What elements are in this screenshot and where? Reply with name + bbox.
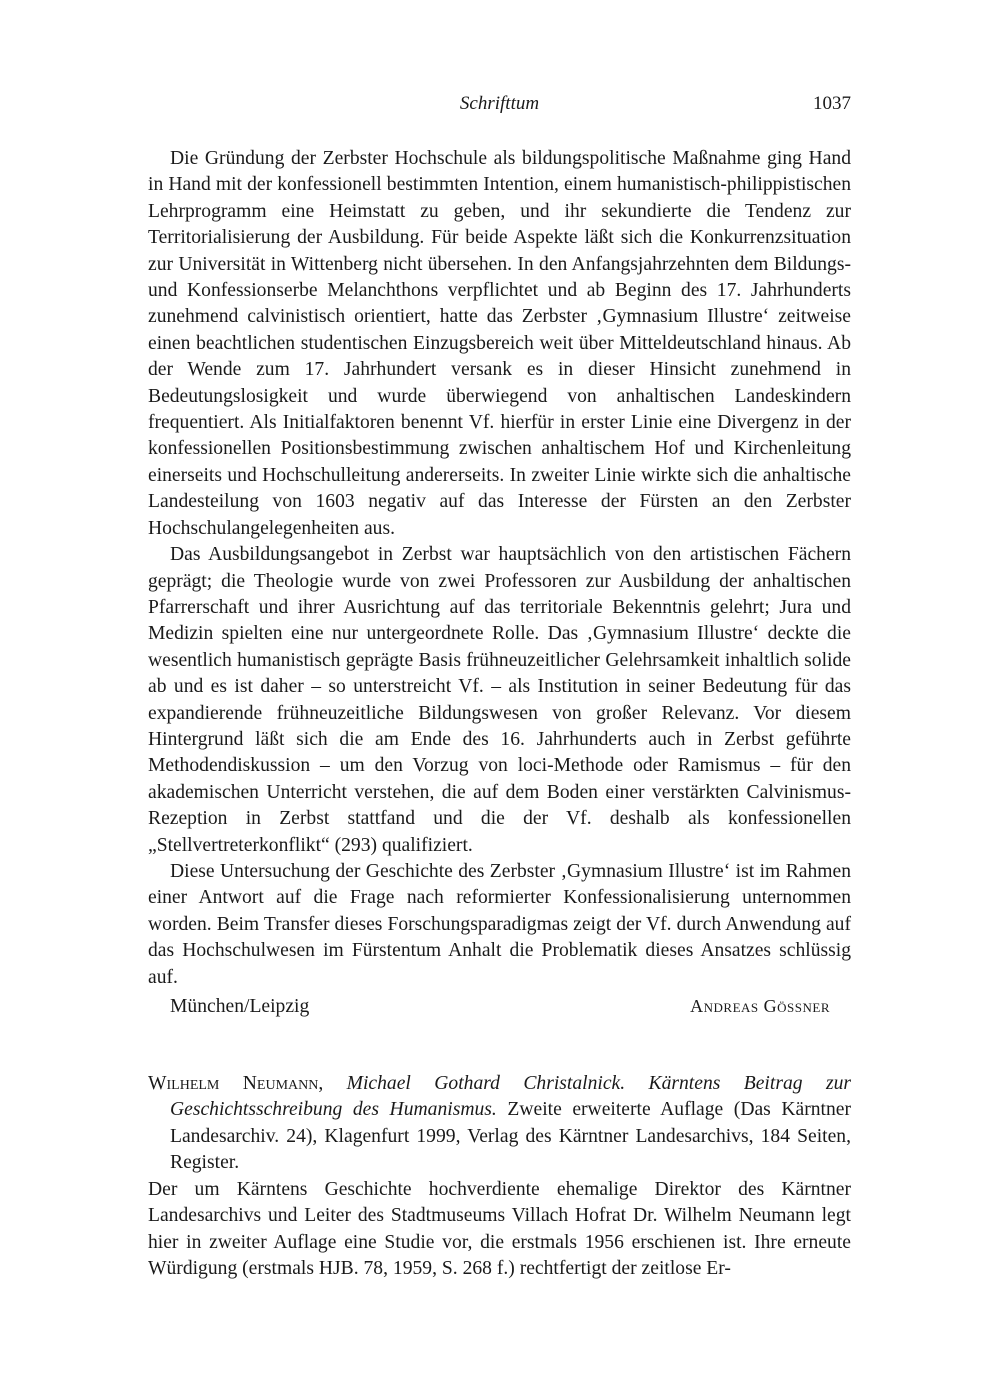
review-1-paragraph-1: Die Gründung der Zerbster Hochschule als bildungspolitische Maßnahme ging Hand in Hand mit der konfessionell bestimmten Intention, einem humanistisch-philippistischen Lehrprogramm eine Heimstatt zu geben, und ihr sekundierte die Tendenz zur Territorialisierung der Ausbildung. Für beide Aspekte läßt sich die Konkurrenzsituation zur Universität in Wittenberg nicht übersehen. In den Anfangsjahrzehnten dem Bildungs- und Konfessionserbe Melanchthons verpflichtet und ab Beginn des 17. Jahrhunderts zunehmend calvinistisch orientiert, hatte das Zerbster ‚Gymnasium Illustre‘ zeitweise einen beachtlichen studentischen Einzugsbereich weit über Mitteldeutschland hinaus. Ab der Wende zum 17. Jahrhundert versank es in dieser Hinsicht zunehmend in Bedeutungslosigkeit und wurde überwiegend von anhaltischen Landeskindern frequentiert. Als Initialfaktoren benennt Vf. hierfür in erster Linie eine Divergenz in der konfessionellen Positionsbestimmung zwischen anhaltischem Hof und Kirchenleitung einerseits und Hochschulleitung andererseits. In zweiter Linie wirkte sich die anhaltische Landesteilung von 1603 negativ auf das Interesse der Fürsten an den Zerbster Hochschulangelegenheiten aus. [148, 148, 851, 539]
signature-author: Andreas Gössner [690, 996, 830, 1016]
review-2-paragraph-1: Der um Kärntens Geschichte hochverdiente ehemalige Direktor des Kärntner Landesarchivs und Leiter des Stadtmuseums Villach Hofrat Dr. Wilhelm Neumann legt hier in zweiter Auflage eine Studie vor, die erstmals 1956 erschienen ist. Ihre erneute Würdigung (erstmals HJB. 78, 1959, S. 268 f.) rechtfertigt der zeitlose Er- [148, 1179, 851, 1280]
review-2-details: Zweite erweiterte Auflage (Das Kärntner Landesarchiv. 24), Klagenfurt 1999, Verlag des Kärntner Landesarchivs, 184 Seiten, Register. [170, 1099, 851, 1174]
signature-place: München/Leipzig [170, 996, 310, 1017]
page-number: 1037 [813, 93, 851, 114]
review-2-author: Wilhelm Neumann, [148, 1073, 324, 1094]
review-1-signature [170, 996, 850, 1024]
page-header [148, 93, 851, 123]
review-1-paragraph-3: Diese Untersuchung der Geschichte des Zerbster ‚Gymnasium Illustre‘ ist im Rahmen einer Antwort auf die Frage nach reformierter Konfessionalisierung unternommen worden. Beim Transfer dieses Forschungsparadigmas zeigt der Vf. durch Anwendung auf das Hochschulwesen im Fürstentum Anhalt die Problematik dieses Ansatzes schlüssig auf. [148, 860, 851, 988]
review-2-text [148, 1177, 851, 1283]
review-2-bibliographic-heading [148, 1071, 851, 1177]
review-2-title: Michael Gothard Christalnick. Kärntens Beitrag zur Geschichtsschreibung des Humanismus. [170, 1073, 851, 1121]
review-1-text [148, 146, 851, 991]
running-head: Schrifttum [459, 93, 540, 114]
review-1-paragraph-2: Das Ausbildungsangebot in Zerbst war hauptsächlich von den artistischen Fächern geprägt; die Theologie wurde von zwei Professoren zur Ausbildung der anhaltischen Pfarrerschaft und ihrer Ausrichtung auf das territoriale Bekenntnis gelehrt; Jura und Medizin spielten eine nur untergeordnete Rolle. Das ‚Gymnasium Illustre‘ deckte die wesentlich humanistisch geprägte Basis frühneuzeitlicher Gelehrsamkeit inhaltlich solide ab und es ist daher – so unterstreicht Vf. – als Institution in seiner Bedeutung für das expandierende frühneuzeitliche Bildungswesen von großer Relevanz. Vor diesem Hintergrund läßt sich die am Ende des 16. Jahrhunderts auch in Zerbst geführte Methodendiskussion – um den Vorzug von loci-Methode oder Ramismus – für den akademischen Unterricht verstehen, die auf dem Boden einer verstärkten Calvinismus-Rezeption in Zerbst stattfand und die der Vf. deshalb als konfessionellen „Stellvertreterkonflikt“ (293) qualifiziert. [148, 544, 851, 856]
